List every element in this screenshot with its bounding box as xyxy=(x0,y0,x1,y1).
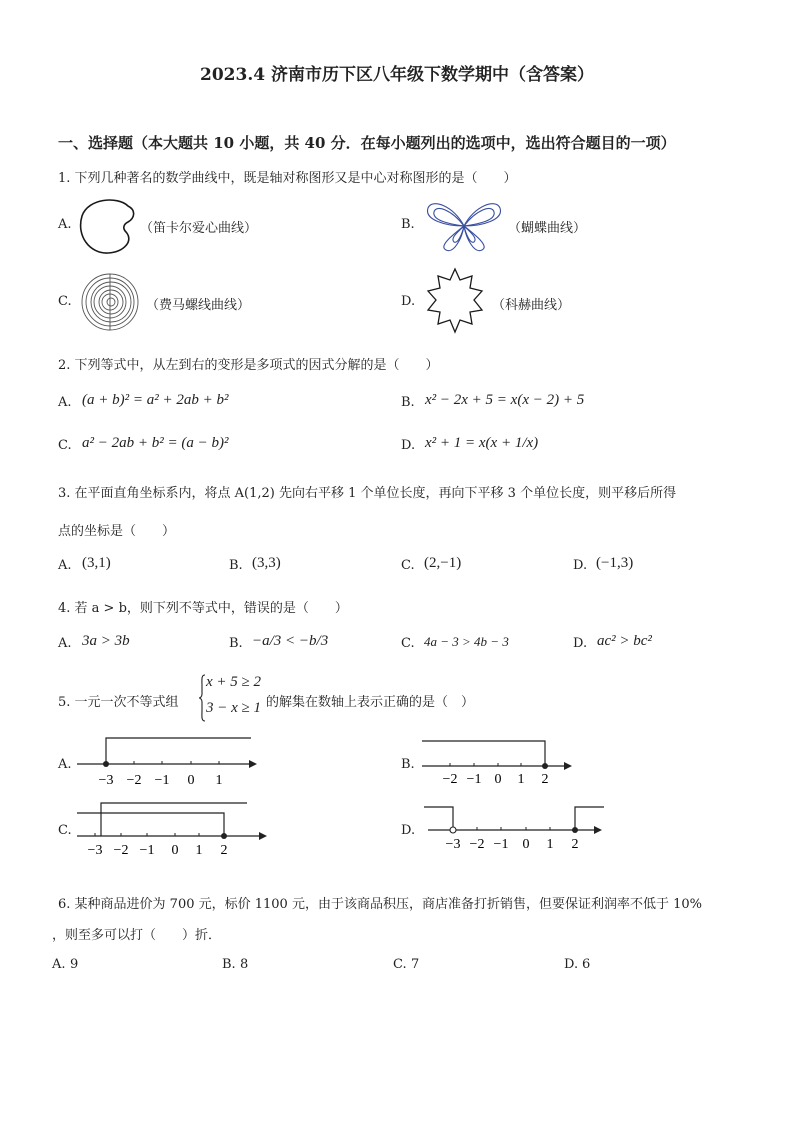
q1-option-d-letter: D. xyxy=(401,294,416,309)
q2-option-c-letter: C. xyxy=(58,438,72,453)
q3-stem-line1: 3. 在平面直角坐标系内，将点 A(1,2) 先向右平移 1 个单位长度，再向下平移 3 个单位长度，则平移后所得 xyxy=(58,486,677,501)
q5-option-b-letter: B. xyxy=(401,757,415,772)
q3-option-a-letter: A. xyxy=(58,558,72,573)
tick-label: 1 xyxy=(195,843,203,858)
tick-label: −2 xyxy=(113,843,129,858)
q5-stem-suffix: 的解集在数轴上表示正确的是（ ） xyxy=(266,695,475,710)
tick-label: −3 xyxy=(87,843,103,858)
q5-system-line1: x + 5 ≥ 2 xyxy=(206,674,262,690)
q1-option-b-letter: B. xyxy=(401,217,415,232)
q6-option-a-letter: A. xyxy=(52,957,66,972)
q4-option-c-letter: C. xyxy=(401,636,415,651)
q4-option-d-expr: ac² > bc² xyxy=(597,633,652,649)
q2-stem: 2. 下列等式中，从左到右的变形是多项式的因式分解的是（ ） xyxy=(58,358,439,373)
q6-stem-line1: 6. 某种商品进价为 700 元，标价 1100 元，由于该商品积压，商店准备打折销售，但要保证利润率不低于 10% xyxy=(58,897,702,912)
tick-label: 2 xyxy=(571,837,579,852)
tick-label: −3 xyxy=(98,773,114,788)
q3-option-d-letter: D. xyxy=(573,558,588,573)
q5-option-d-number-line xyxy=(420,802,610,856)
tick-label: 1 xyxy=(546,837,554,852)
fermat-spiral-figure xyxy=(80,272,140,332)
q3-option-a-expr: (3,1) xyxy=(82,555,111,571)
butterfly-curve-figure xyxy=(424,198,504,254)
q2-option-b-letter: B. xyxy=(401,395,415,410)
q3-option-d-expr: (−1,3) xyxy=(596,555,634,571)
koch-snowflake-figure xyxy=(420,266,490,336)
q5-option-d-letter: D. xyxy=(401,823,416,838)
cardioid-curve-figure xyxy=(78,196,138,256)
q2-option-d-expr: x² + 1 = x(x + 1/x) xyxy=(425,435,539,451)
tick-label: −1 xyxy=(466,772,482,787)
q6-option-b-letter: B. xyxy=(222,957,236,972)
q4-option-b-letter: B. xyxy=(229,636,243,651)
q6-option-b-value: 8 xyxy=(240,957,249,972)
tick-label: −3 xyxy=(445,837,461,852)
q3-option-c-letter: C. xyxy=(401,558,415,573)
q1-option-a-letter: A. xyxy=(58,217,72,232)
tick-label: −1 xyxy=(493,837,509,852)
q2-option-b-expr: x² − 2x + 5 = x(x − 2) + 5 xyxy=(425,392,585,408)
q5-option-a-letter: A. xyxy=(58,757,72,772)
q3-stem-line2: 点的坐标是（ ） xyxy=(58,524,176,539)
q1-option-c-caption: （费马螺线曲线） xyxy=(146,298,251,313)
tick-label: −1 xyxy=(139,843,155,858)
q1-stem: 1. 下列几种著名的数学曲线中，既是轴对称图形又是中心对称图形的是（ ） xyxy=(58,171,517,186)
q2-option-a-expr: (a + b)² = a² + 2ab + b² xyxy=(82,392,229,408)
q4-option-d-letter: D. xyxy=(573,636,588,651)
section-heading: 一、选择题（本大题共 10 小题，共 40 分．在每小题列出的选项中，选出符合题目的一项） xyxy=(58,134,676,152)
q4-option-a-letter: A. xyxy=(58,636,72,651)
q6-option-d-letter: D. xyxy=(564,957,579,972)
q4-option-c-expr: 4a − 3 > 4b − 3 xyxy=(424,634,509,649)
q6-stem-line2: ，则至多可以打（ ）折． xyxy=(52,928,222,943)
tick-label: 1 xyxy=(517,772,525,787)
q2-option-c-expr: a² − 2ab + b² = (a − b)² xyxy=(82,435,229,451)
tick-label: 0 xyxy=(171,843,179,858)
q4-stem: 4. 若 a > b，则下列不等式中，错误的是（ ） xyxy=(58,601,348,616)
q1-option-b-caption: （蝴蝶曲线） xyxy=(508,221,587,236)
tick-label: 2 xyxy=(541,772,549,787)
q5-system-brace xyxy=(198,674,206,722)
q6-option-c-letter: C. xyxy=(393,957,407,972)
tick-label: −2 xyxy=(126,773,142,788)
tick-label: 1 xyxy=(215,773,223,788)
q2-option-a-letter: A. xyxy=(58,395,72,410)
tick-label: 2 xyxy=(220,843,228,858)
tick-label: −2 xyxy=(442,772,458,787)
q6-option-a-value: 9 xyxy=(70,957,79,972)
q1-option-a-caption: （笛卡尔爱心曲线） xyxy=(140,221,258,236)
q2-option-d-letter: D. xyxy=(401,438,416,453)
page-title: 2023.4 济南市历下区八年级下数学期中（含答案） xyxy=(200,65,594,85)
tick-label: 0 xyxy=(187,773,195,788)
tick-label: 0 xyxy=(494,772,502,787)
q5-option-a-number-line xyxy=(75,734,265,790)
q5-stem-prefix: 5. 一元一次不等式组 xyxy=(58,695,179,710)
q1-option-c-letter: C. xyxy=(58,294,72,309)
q5-option-c-letter: C. xyxy=(58,823,72,838)
q3-option-b-letter: B. xyxy=(229,558,243,573)
q4-option-a-expr: 3a > 3b xyxy=(82,633,130,649)
q6-option-d-value: 6 xyxy=(582,957,591,972)
q1-option-d-caption: （科赫曲线） xyxy=(492,298,571,313)
q5-option-b-number-line xyxy=(420,736,580,786)
q6-option-c-value: 7 xyxy=(411,957,420,972)
tick-label: −2 xyxy=(469,837,485,852)
q3-option-c-expr: (2,−1) xyxy=(424,555,462,571)
tick-label: 0 xyxy=(522,837,530,852)
q5-system-line2: 3 − x ≥ 1 xyxy=(206,700,262,716)
q3-option-b-expr: (3,3) xyxy=(252,555,281,571)
tick-label: −1 xyxy=(154,773,170,788)
q4-option-b-expr: −a/3 < −b/3 xyxy=(252,633,329,649)
q5-option-c-number-line xyxy=(75,800,275,856)
